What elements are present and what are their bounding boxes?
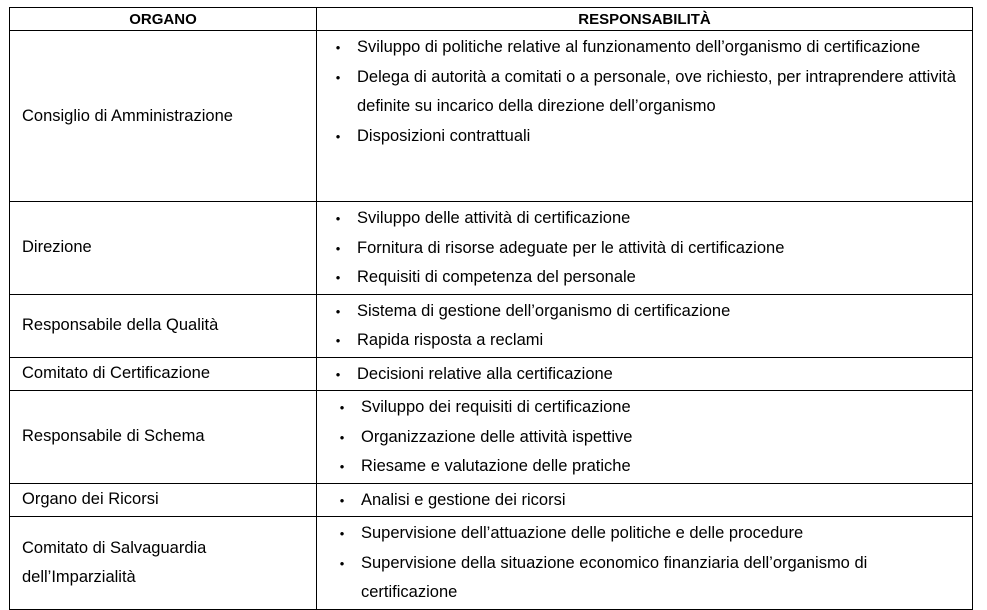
list-item bbox=[317, 360, 972, 390]
organ-name: Responsabile della Qualità bbox=[10, 294, 317, 357]
list-item bbox=[317, 519, 972, 549]
list-item bbox=[317, 204, 972, 234]
list-item bbox=[317, 122, 972, 152]
list-item bbox=[317, 63, 972, 122]
table-row bbox=[10, 294, 973, 357]
bullet-icon: • bbox=[339, 492, 345, 508]
table-row bbox=[10, 483, 973, 517]
bullet-icon: • bbox=[339, 526, 345, 541]
header-organo: ORGANO bbox=[10, 8, 317, 31]
responsibility-list bbox=[317, 204, 972, 293]
organ-name: Responsabile di Schema bbox=[10, 391, 317, 484]
responsibility-list bbox=[317, 33, 972, 151]
list-item bbox=[317, 549, 972, 608]
responsibility-list bbox=[317, 297, 972, 356]
table-row bbox=[10, 357, 973, 391]
bullet-icon: • bbox=[335, 270, 341, 285]
list-item bbox=[317, 263, 972, 293]
list-item-text: Supervisione della situazione economico finanziaria dell’organismo di certificazione bbox=[361, 553, 868, 601]
list-item-text: Sviluppo dei requisiti di certificazione bbox=[361, 398, 631, 416]
responsibility-list bbox=[317, 519, 972, 608]
header-responsabilita: RESPONSABILITÀ bbox=[317, 8, 973, 31]
bullet-icon: • bbox=[339, 459, 345, 474]
list-item-text: Disposizioni contrattuali bbox=[357, 126, 531, 145]
bullet-icon: • bbox=[335, 366, 341, 382]
bullet-icon: • bbox=[335, 240, 341, 256]
bullet-icon: • bbox=[339, 429, 345, 445]
responsibility-cell bbox=[317, 31, 973, 202]
list-item-text: Rapida risposta a reclami bbox=[357, 331, 544, 349]
responsibility-cell bbox=[317, 294, 973, 357]
list-item-text: Fornitura di risorse adeguate per le attività di certificazione bbox=[357, 238, 785, 257]
responsibility-cell bbox=[317, 357, 973, 391]
list-item-text: Sviluppo di politiche relative al funzionamento dell’organismo di certificazione bbox=[357, 38, 921, 56]
list-item bbox=[317, 393, 972, 423]
list-item bbox=[317, 486, 972, 516]
list-item-text: Riesame e valutazione delle pratiche bbox=[361, 457, 631, 475]
list-item bbox=[317, 452, 972, 482]
list-item bbox=[317, 326, 972, 356]
list-item-text: Sistema di gestione dell’organismo di certificazione bbox=[357, 301, 731, 320]
responsibility-list bbox=[317, 486, 972, 516]
table-row bbox=[10, 517, 973, 610]
organ-name: Comitato di Salvaguardia dell’Imparzialità bbox=[10, 517, 317, 610]
table-row bbox=[10, 202, 973, 295]
bullet-icon: • bbox=[335, 303, 341, 319]
list-item-text: Sviluppo delle attività di certificazione bbox=[357, 209, 631, 227]
list-item-text: Supervisione dell’attuazione delle politiche e delle procedure bbox=[361, 524, 804, 542]
list-item bbox=[317, 423, 972, 453]
list-item bbox=[317, 234, 972, 264]
bullet-icon: • bbox=[335, 128, 341, 144]
table-row bbox=[10, 391, 973, 484]
list-item bbox=[317, 297, 972, 327]
responsibility-cell bbox=[317, 517, 973, 610]
bullet-icon: • bbox=[335, 211, 341, 226]
bullet-icon: • bbox=[339, 555, 345, 571]
responsibility-cell bbox=[317, 391, 973, 484]
list-item-text: Delega di autorità a comitati o a personale, ove richiesto, per intraprendere attività definite su incarico della direzione dell’organismo bbox=[357, 67, 956, 115]
list-item-text: Decisioni relative alla certificazione bbox=[357, 364, 613, 383]
list-item-text: Analisi e gestione dei ricorsi bbox=[361, 490, 566, 509]
organ-name: Consiglio di Amministrazione bbox=[10, 31, 317, 202]
bullet-icon: • bbox=[335, 69, 341, 85]
bullet-icon: • bbox=[335, 333, 341, 348]
list-item-text: Organizzazione delle attività ispettive bbox=[361, 427, 633, 446]
organ-name: Organo dei Ricorsi bbox=[10, 483, 317, 517]
responsibilities-table bbox=[9, 7, 973, 610]
header-row bbox=[10, 8, 973, 31]
bullet-icon: • bbox=[335, 40, 341, 55]
list-item bbox=[317, 33, 972, 63]
responsibility-cell bbox=[317, 202, 973, 295]
bullet-icon: • bbox=[339, 400, 345, 415]
responsibility-cell bbox=[317, 483, 973, 517]
responsibility-list bbox=[317, 393, 972, 482]
organ-name: Comitato di Certificazione bbox=[10, 357, 317, 391]
organ-name: Direzione bbox=[10, 202, 317, 295]
list-item-text: Requisiti di competenza del personale bbox=[357, 268, 636, 286]
responsibility-list bbox=[317, 360, 972, 390]
table-row bbox=[10, 31, 973, 202]
